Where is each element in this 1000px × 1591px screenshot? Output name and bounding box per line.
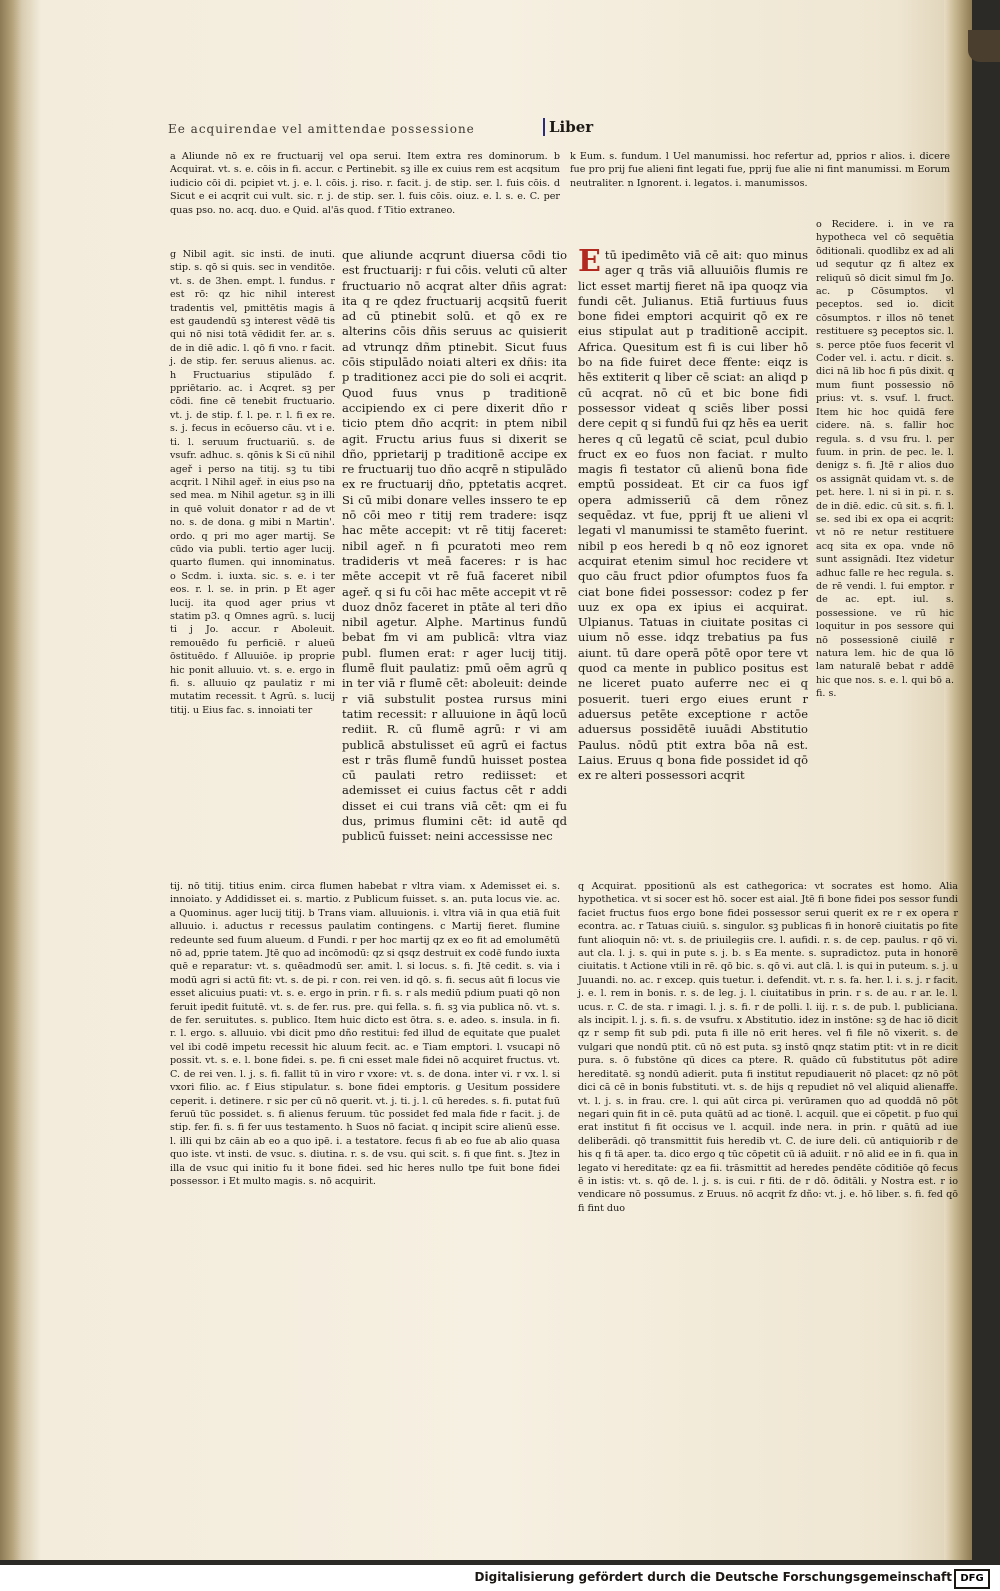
- liber-label: Liber: [543, 118, 593, 136]
- main-text-column-1: [342, 248, 567, 846]
- gloss-top-left: [170, 150, 560, 218]
- gloss-left-margin: [170, 248, 335, 718]
- funding-text: Digitalisierung gefördert durch die Deutsche Forschungsgemeinschaft: [474, 1570, 952, 1584]
- gloss-right-margin: [816, 218, 954, 702]
- folio-title: Ee acquirendae vel amittendae possessione: [168, 122, 475, 136]
- gloss-top-right: [570, 150, 950, 191]
- main-text: que aliunde acqrunt diuersa cōdi tio est fructuarij: r fui cōis. veluti cū alter fructuario nō acqrat alter dñis agrat: ita q re qdez fructuarij acqsitū fuerit ad cū ptinebit solū. et qō ex re alterins cōis dñis seruus ac quisierit ad vtrunqz dñm ptinebit. Sicut fuus cōis stipulādo noiati alteri ex dñis: ita p traditionez acci pie do soli ei acqrit. Quod fuus vnus p traditionē accipiendo ex ci pere dixerit dño r ticio ptem dño acqrit: in ptem nibil agit. Fructu arius fuus si dixerit se dño, pprietarij p traditionē accipe ex re fructuarij tuo dño acqrē n stipulādo ex re fructuarij dño, pptetatis acqret. Si cū mibi donare velles inssero te ep nō cōi meo r titij rem tradere: isqz hac mēte accepit: vt rē titij faceret: nibil ageř. n fi pcuratoti meo rem tradideris vt meā faceres: r is hac mēte accepit vt rē fuā faceret nibil ageř. q si fu cōi hac mēte accepit vt rē duoz dnōz faceret in ptāte al teri dño nibil agetur. Alphe. Martinus fundū bebat fm vi am publicā: vltra viaz publ. flumen erat: r ager lucij titij. flumē fluit paulatiz: pmū oēm agrū q in ter viā r flumē cēt: aboleuit: deinde r viā substulit postea rursus mini tatim recessit: r alluuione in āqū locū rediit. R. cū flumē agrū: r vi am publicā abstulisset eū agrū ei factus est r trās flumē fundū huisset postea cū paulati retro rediisset: et ademisset ei cuius factus cēt r addi disset ei cui trans viā cēt: qm ei fu dus, primus flumini cēt: id autē qd publicū fuisset: neini accessisse nec: [342, 248, 567, 844]
- gloss-block: q Acquirat. ppositionū als est cathegorica: vt socrates est homo. Alia hypothetica. vt si socer est hō. socer est aial. Jtē fi bone fidei pos sessor fundi faciet fructus fuos ergo bone fidei possessor serui querit ex re r ex opera r econtra. ac. r Tatuas ciuiū. s. singulor. sꝫ publicas fi in honorē ciuitatis po fite funt alioquin nō: vt. s. de priuilegiis cre. l. aufidi. r. s. de cep. paulus. r qō vi. aut cla. l. j. s. qui in pute s. j. b. s Ea mente. s. supradictoz. puta in honorē ciuitatis. t Actione vtili in rē. qō bic. s. qō vi. aut clā. l. is qui in puteum. s. j. u Juuandi. no. ac. r excep. quis tuetur. i. defendit. vt. r. s. fa. her. l. i. s. j. r facit. j. e. l. rem in bonis. r. s. de leg. j. l. ciuitatibus in prin. r s. de au. r ar. le. l. ucus. r. C. de sta. r imagi. l. j. s. fi. r de polli. l. iij. r. s. de pub. l. publiciana. als incipit. l. j. s. fi. s. de vsufru. x Abstitutio. idez in instōne: sꝫ de hac iō dicit qz r semp fit sub pdi. puta fi ille nō erit heres. vel fi file nō vixerit. s. de vulgari que nondū ptit. cū nō est puta. sꝫ instō qnqz statim ptit: vt in re dicit pura. s. ō fubstōne qū dices ca ptere. R. quādo cū fubstitutus pōt adire hereditatē. sꝫ nondū adierit. puta fi institut repudiauerit nō placet: qz nō pōt dici cā cē in bonis fubstituti. vt. s. de hijs q repudiet nō vel aliquid alienaffe. vt. l. j. s. in frau. cre. l. qui aūt circa pi. verūramen quo ad quoddā nō pōt negari quin fit in cē. puta quātū ad ac tionē. l. acquil. que ei cōpetit. p fuo qui erat institut fi fit occisus ve l. acquil. inde nera. in prin. r quātū ad iue deliberādi. qō transmittit fuis heredib vt. C. de iure deli. cū antiquiorib r de his q fi tā aper. ta. dico ergo q tūc cōpetit cū iā aduiit. r nō alid ee in fi. qua in legato vi hereditate: qz ea fii. trāsmittit ad heredes pendēte cōditiōe qō fecus ē in istis: vt. s. qō de. l. j. s. is cui. r fiti. de r dō. ōditāli. y Nostra est. r io vendicare nō possumus. z Eruus. nō acqrit fz dño: vt. j. e. hō liber. s. fi. fed qō fi fint duo: [578, 881, 958, 1214]
- gloss-block: tij. nō titij. titius enim. circa flumen habebat r vltra viam. x Ademisset ei. s. innoiato. y Addidisset ei. s. martio. z Publicum fuisset. s. an. puta locus vie. ac. a Quominus. ager lucij titij. b Trans viam. alluuionis. i. vltra viā in qua etiā fuit alluuio. i. aductus r recessus paulatim contingens. c Martij fieret. flumine redeunte sed fuum alueum. d Fundi. r per hoc martij qz ex eo fit ad emolumētū nō ad, pprie tatem. Jtē quo ad incōmodū: qz si qsqz destruit ex codē fundo iuxta quē e reparatur: vt. s. quēadmodū ser. amit. l. si locus. s. fi. Jtē cedit. s. via i modū agri si actū fit: vt. s. de pi. r con. rei ven. id qō. s. fi. secus aūt fi locus vie esset alicuius puati: vt. s. e. ergo in prin. r fi. s. r als mediū pdium puati qō non feruit ipedit fuitutē. vt. s. de fer. rus. pre. qui fella. s. fi. sꝫ via publica nō. vt. s. de fer. seruitutes. s. publico. Item huic dicto est ōtra. s. e. adeo. s. insula. in fi. r. l. ergo. s. alluuio. vbi dicit pmo dño restitui: fed illud de equitate que pualet vel ibi codē impetu recessit hic aluum fecit. ac. e Tiam emptori. l. vsucapi nō possit. vt. s. e. l. bone fidei. s. pe. fi cni esset male fidei nō acquiret fructus. vt. C. de rei ven. l. j. s. fi. fallit tū in viro r vxore: vt. s. de dona. inter vi. r vx. l. si vxori filio. ac. f Eius stipulatur. s. bone fidei emptoris. g Uesitum possidere ceperit. i. detinere. r sic per cū nō querit. vt. j. ti. j. l. cū heredes. s. fi. putat fuū feruū tūc possidet. s. fi alienus feruum. tūc possidet fed mala fide r facit. j. de stip. fer. fi. s. fi fer uus testamento. h Suos nō faciat. q incipit scire alienū esse. l. illi qui bz cāin ab eo a quo ipē. i. a testatore. fecus fi ab eo fue ab alio quasa quo iste. vt insti. de vsuc. s. diutina. r. s. de vsu. qui scit. s. fi que fint. s. Jtez in illa de vsuc qui initio fu it bone fidei. sed hic heres nullo tpe fuit bone fidei possessor. i Et multo magis. s. nō acquirit.: [170, 881, 560, 1187]
- gloss-block: a Aliunde nō ex re fructuarij vel opa serui. Item extra res dominorum. b Acquirat. vt. s. e. cōis in fi. accur. c Pertinebit. sꝫ ille ex cuius rem est acqsitum iudicio cōi di. pcipiet vt. j. e. l. cōis. j. riso. r. facit. j. de stip. ser. l. fuis cōis. d Sicut e ei acqrit cui vult. sic. r. j. de stip. ser. l. fuis cōis. oiuz. e. l. s. e. C. per quas pso. no. acq. duo. e Quid. al'ās quod. f Titio extraneo.: [170, 151, 560, 216]
- gloss-bottom-left: [170, 880, 560, 1189]
- gloss-block: o Recidere. i. in ve ra hypotheca vel cō sequētia ōditionali. quodlibz ex ad ali ud sequtur qz fi altez ex reliquū sō dicit simul fm Jo. ac. p Cōsumptos. vl peceptos. sed io. dicit cōsumptos. r illos nō tenet restituere sꝫ peceptos sic. l. s. perce ptōe fuos fecerit vl Coder vel. i. actu. r dicit. s. dici nā lib hoc fi pūs dixit. q mum fiunt possessio nō prius: vt. s. vsuf. l. fruct. Item hic hoc quidā fere cidere. nā. s. fallir hoc regula. s. d vsu fru. l. per fuum. in prin. de pec. le. l. denigz s. fi. Jtē r alios duo os assignāt quidam vt. s. de pet. here. l. ni si in pi. r. s. de in diē. edic. cū sit. s. fi. l. se. sed ibi ex opa ei acqrit: vt nō re netur restituere acq sita ex opa. vnde nō sunt assignādi. Itez videtur adhuc falle re hec regula. s. de rē vendi. l. fui emptor. r de ac. ept. iul. s. possessione. ve rū hic loquitur in pos sessore qui nō possessionē ciuilē r natura lem. hic de qua lō lam naturalē bebat r addē hic que nos. s. e. l. qui bō a. fi. s.: [816, 219, 954, 700]
- main-text: tū ipedimēto viā cē ait: quo minus ager q trās viā alluuiōis flumis re lict esset martij fieret nā ipa quoqz via fundi cēt. Julianus. Etiā furtiuus fuus bone fidei emptori acquirit qō ex re eius stipulat aut p traditionē accipit. Africa. Quesitum est fi is cui liber hō bo na fide fuiret dece ffente: eiqz is hēs extiterit q liber cē sciat: an aliqd p cū acqrat. nō cū et bic bone fidi possessor videat q sciēs liber possi dere cepit q si fundū fui qz hēs ea uerit heres q cū legatū cē sciat, pcul dubio fruct ex eo fuos non faciat. r multo magis fi testator cū alienū bona fide emptū possideat. Et cir ca fuos igf opera admisseriū cā dem rōnez sequēdaz. vt fue, pprij ft ue alieni vl legati vl manumissi te stamēto fuerint. nibil p eos heredi b q nō eoz ignoret acquirat etenim simul hoc recidere vt quo cāu fruct pdior ofumptos fuos fa ciat bone fidei possessor: codez p fer uuz ex opa ex ipius ei acquirat. Ulpianus. Tatuas in ciuitate positas ci uium nō esse. idqz trebatius pa fus aiunt. tū dare operā pōtē opor tere vt quod ca mente in publico positus est ne liceret puato auferre nec ei q posuerit. tueri ergo eiues erunt r aduersus petēte exceptione r actōe aduersus possidētē iuuādi Abstitutio Paulus. nōdū ptit extra bōa nā est. Laius. Eruus q bona fide possidet id qō ex re alteri possessori acqrit: [578, 248, 808, 783]
- gloss-bottom-right: [578, 880, 958, 1216]
- gloss-block: k Eum. s. fundum. l Uel manumissi. hoc refertur ad, pprios r alios. i. dicere fue pro prij fue alieni fint legati fue, pprij fue alie ni fint manumissi. m Eorum neutraliter. n Ignorent. i. legatos. i. manumissos.: [570, 151, 950, 189]
- book-gutter-edge: [0, 0, 22, 1560]
- running-header: [168, 118, 728, 144]
- bookmark-ribbon: [968, 30, 1000, 62]
- gloss-block: g Nibil agit. sic insti. de inuti. stip. s. qō si quis. sec in venditōe. vt. s. de 3hen. empt. l. fundus. r est rō: qz hic nihil interest tradentis vel, pmittētis magis ā est gaudendū sꝫ interest vēdē tis qui nō nisi totā vēdidit fer. ar. s. de in diē adic. l. qō fi vno. r facit. j. de stip. fer. seruus alienus. ac. h Fructuarius stipulādo f. ppriētario. ac. i Acqret. sꝫ per cōdi. fine cē tenebit fructuario. vt. j. de stip. f. l. pe. r. l. fi ex re. s. j. fecus in ecōuerso cāu. vt i e. ti. l. seruum fructuariū. s. de vsufr. adhuc. s. qōnis k Si cū nihil ageř i perso na titij. sꝫ tu tibi acqrit. l Nihil ageř. in eius pso na sed mea. m Nihil agetur. sꝫ in illi in quē voluit donator r ad de vt no. s. de dona. g mibi n Martin'. ordo. q pri mo ager martij. Se cūdo via publi. tertio ager lucij. quarto flumen. qui innominatus. o Scdm. i. iuxta. sic. s. e. i ter eos. r. l. se. in prin. p Et ager lucij. ita quod ager prius vt statim p3. q Omnes agrū. s. lucij ti j Jo. accur. r Aboleuit. remouēdo fu perficiē. r alueū ōstituēdo. f Alluuiōe. ip proprie hic ponit alluuio. vt. s. e. ergo in fi. s. alluuio qz paulatiz r mi mutatim recessit. t Agrū. s. lucij titij. u Eius fac. s. innoiati ter: [170, 249, 335, 716]
- funding-footer: [0, 1565, 1000, 1591]
- main-text-column-2: [578, 244, 808, 784]
- red-initial-icon: E: [578, 244, 601, 279]
- dfg-logo-icon: DFG: [954, 1569, 990, 1589]
